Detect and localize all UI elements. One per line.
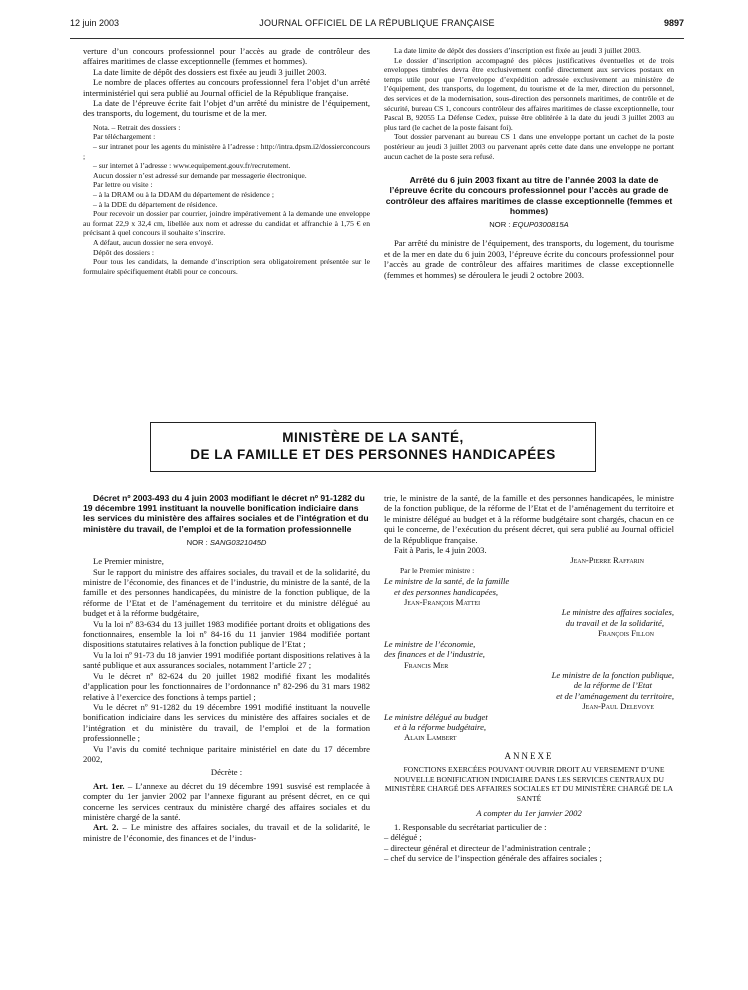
nota-line: Pour tous les candidats, la demande d’inscription sera obligatoirement présentée sur le formulaire spécifiquement établi pour ce concours.	[83, 257, 370, 276]
decret-continuation-column	[384, 493, 674, 864]
nor-code: EQUP0300815A	[512, 219, 569, 229]
journal-title: JOURNAL OFFICIEL DE LA RÉPUBLIQUE FRANÇAISE	[259, 18, 495, 28]
paragraph: Sur le rapport du ministre des affaires sociales, du travail et de la solidarité, du ministre de l’économie, des finances et de l’industrie, du ministre de la santé, de la famille et des personnes handicapées, du ministre de la fonction publique, de la réforme de l’Etat et de l’aménagement du territoire et du ministre délégué au budget et à la réforme budgétaire,	[83, 566, 370, 619]
header-date: 12 juin 2003	[70, 18, 120, 28]
paragraph: Le Premier ministre,	[93, 556, 164, 567]
nota-line: Nota. – Retrait des dossiers :	[93, 122, 181, 132]
nota-line: Aucun dossier n’est adressé sur demande par messagerie électronique.	[93, 170, 307, 180]
arrete-body: Par arrêté du ministre de l’équipement, des transports, du logement, du tourisme et de la mer en date du 6 juin 2003, l’épreuve écrite du concours professionnel pour l’accès au grade de contrôleur des affaires maritimes de classe exceptionnelle (femmes et hommes) se déroulera le jeudi 2 octobre 2003.	[384, 238, 674, 280]
annexe-title: FONCTIONS EXERCÉES POUVANT OUVRIR DROIT AU VERSEMENT D’UNE NOUVELLE BONIFICATION INDICIAIRE DANS LES SERVICES CENTRAUX DU MINISTÈRE CHARGÉ DES AFFAIRES SOCIALES ET DU MINISTÈRE CHARGÉ DE LA SANTÉ	[384, 765, 674, 803]
minister-title: et de l’aménagement du territoire,	[556, 690, 674, 701]
decret-nor	[83, 538, 370, 548]
signature: Alain Lambert	[404, 732, 457, 743]
signature: Jean-Paul Delevoye	[582, 701, 654, 712]
page-number: 9897	[663, 18, 684, 28]
ministry-line-1: MINISTÈRE DE LA SANTÉ,	[282, 430, 464, 445]
decrete-label: Décrète :	[210, 767, 243, 778]
list-item: 1. Responsable du secrétariat particulier de :	[394, 821, 547, 832]
nota-line: – sur internet à l’adresse : www.equipement.gouv.fr/recrutement.	[93, 161, 291, 171]
paragraph: Vu la loi nº 91-73 du 18 janvier 1991 modifiée portant dispositions relatives à la santé publique et aux assurances sociales, notamment l’article 27 ;	[83, 649, 370, 671]
paragraph: La date de l’épreuve écrite fait l’objet d’un arrêté du ministre de l’équipement, des transports, du logement, du tourisme et de la mer.	[83, 98, 370, 119]
paragraph: Le nombre de places offertes au concours professionnel fera l’objet d’un arrêté interministériel qui sera publié au Journal officiel de la République française.	[83, 77, 370, 98]
nota-line: Pour recevoir un dossier par courrier, joindre impérativement à la demande une enveloppe au format 22,9 x 32,4 cm, libellée aux nom et adresse du candidat et affranchie à 1,75 € en précisant à quel concours il souhaite s’inscrire.	[83, 209, 370, 238]
minister-title: de la réforme de l’Etat	[573, 680, 652, 691]
signatures	[384, 555, 674, 742]
list-item: – directeur général et directeur de l’administration centrale ;	[384, 842, 591, 853]
arrete-nor	[384, 220, 674, 230]
minister-title: Le ministre de la fonction publique,	[551, 669, 674, 680]
par-premier-ministre: Par le Premier ministre :	[400, 565, 475, 575]
paragraph: Vu la loi nº 83-634 du 13 juillet 1983 modifiée portant droits et obligations des fonctionnaires, ensemble la loi nº 84-16 du 11 janvier 1984 modifiée portant dispositions statutaires relatives à la fonction publique de l’Etat ;	[83, 618, 370, 650]
article-2-text: – Le ministre des affaires sociales, du travail et de la solidarité, le ministre de l’économie, des finances et de l’indus-	[83, 822, 371, 843]
article-2-label: Art. 2.	[93, 822, 119, 833]
signature-pm: Jean-Pierre Raffarin	[570, 555, 644, 566]
page-header	[70, 18, 684, 32]
paragraph: verture d’un concours professionnel pour l’accès au grade de contrôleur des affaires maritimes de classe exceptionnelle (femmes et hommes).	[83, 46, 370, 67]
list-item: – délégué ;	[384, 832, 422, 843]
nota-line: Par téléchargement :	[93, 132, 156, 142]
signature: Francis Mer	[404, 659, 449, 670]
paragraph: Tout dossier parvenant au bureau CS 1 dans une enveloppe portant un cachet de la poste postérieur au jeudi 3 juillet 2003 ou parvenant après cette date dans une enveloppe ne portant aucun cachet de la poste sera refusé.	[384, 132, 674, 161]
paragraph: Le dossier d’inscription accompagné des pièces justificatives éventuelles et de trois enveloppes timbrées devra être exclusivement confié directement aux services postaux en temps utile pour que l’enveloppe d’expédition adressée exclusivement au ministère de l’équipement, des transports, du logement, du tourisme et de la mer, direction du personnel, des services et de la modernisation, sous-direction des personnels maritimes, de contrôle et de sécurité, bureau CS 1, concours contrôleur des affaires maritimes de classe exceptionnelle, tour Pascal B, 92055 La Défense Cedex, puisse être oblitérée à la date du jeudi 3 juillet 2003 au plus tard (le cachet de la poste faisant foi).	[384, 55, 674, 132]
article-1-text: – L’annexe au décret du 19 décembre 1991 susvisé est remplacée à compter du 1er janvier 2002 par l’annexe figurant au présent décret, en ce qui concerne les services centraux du ministère chargé des affaires sociales et du ministère chargé de la santé.	[83, 780, 370, 822]
nor-code: SANG0321045D	[209, 537, 267, 547]
header-rule	[70, 38, 684, 39]
decret-column	[83, 493, 370, 843]
left-top-column	[83, 46, 370, 276]
paragraph: Vu le décret nº 82-624 du 20 juillet 1982 modifié fixant les modalités d’application pour les fonctionnaires de l’ordonnance nº 82-296 du 31 mars 1982 relative à l’exercice des fonctions à temps partiel ;	[83, 670, 370, 702]
paragraph: Vu le décret nº 91-1282 du 19 décembre 1991 modifié instituant la nouvelle bonification indiciaire dans les services du ministère des affaires sociales et de l’intégration et du ministère du travail, de l’emploi et de la formation professionnelle ;	[83, 701, 370, 744]
paragraph: La date limite de dépôt des dossiers d’inscription est fixée au jeudi 3 juillet 2003.	[394, 46, 641, 55]
minister-title: des finances et de l’industrie,	[384, 649, 485, 660]
arrete-title: Arrêté du 6 juin 2003 fixant au titre de l’année 2003 la date de l’épreuve écrite du concours professionnel pour l’accès au grade de contrôleur des affaires maritimes de classe exceptionnelle (femmes et hommes)	[385, 175, 673, 216]
ministry-heading-box	[150, 422, 596, 472]
ministry-line-2: DE LA FAMILLE ET DES PERSONNES HANDICAPÉES	[190, 447, 556, 462]
minister-title: Le ministre des affaires sociales,	[561, 607, 674, 618]
minister-title: du travail et de la solidarité,	[565, 617, 664, 628]
list-item: – chef du service de l’inspection générale des affaires sociales ;	[384, 853, 602, 864]
minister-title: Le ministre de la santé, de la famille	[384, 576, 510, 587]
fait-line: Fait à Paris, le 4 juin 2003.	[394, 545, 487, 556]
article-1	[83, 781, 370, 823]
nor-label: NOR :	[489, 219, 511, 229]
nor-label: NOR :	[186, 537, 208, 547]
signature: Jean-François Mattei	[404, 597, 481, 608]
deadline-block	[384, 46, 674, 161]
nota-block	[83, 123, 370, 277]
article-2	[83, 822, 370, 843]
paragraph: Vu l’avis du comité technique paritaire ministériel en date du 17 décembre 2002,	[83, 743, 370, 764]
minister-title: et des personnes handicapées,	[394, 586, 499, 597]
nota-line: – sur intranet pour les agents du ministère à l’adresse : http://intra.dpsm.i2/dossierconcours ;	[83, 142, 370, 161]
article-1-label: Art. 1er.	[93, 780, 125, 791]
nota-line: A défaut, aucun dossier ne sera envoyé.	[93, 237, 214, 247]
minister-title: Le ministre délégué au budget	[384, 711, 488, 722]
paragraph: trie, le ministre de la santé, de la famille et des personnes handicapées, le ministre de la fonction publique, de la réforme de l’Etat et de l’aménagement du territoire et le ministre délégué au budget et à la réforme budgétaire sont chargés, chacun en ce qui le concerne, de l’exécution du présent décret, qui sera publié au Journal officiel de la République française.	[384, 493, 674, 545]
minister-title: Le ministre de l’économie,	[384, 638, 476, 649]
right-top-column	[384, 46, 674, 280]
decret-title: Décret nº 2003-493 du 4 juin 2003 modifiant le décret nº 91-1282 du 19 décembre 1991 instituant la nouvelle bonification indiciaire dans les services du ministère des affaires sociales et de l’intégration et du ministère du travail, de l’emploi et de la formation professionnelle	[83, 493, 369, 534]
annexe-heading: ANNEXE	[504, 750, 554, 761]
nota-line: – à la DRAM ou à la DDAM du département de résidence ;	[93, 190, 274, 199]
nota-line: Par lettre ou visite :	[93, 180, 153, 190]
paragraph: La date limite de dépôt des dossiers est fixée au jeudi 3 juillet 2003.	[93, 66, 327, 77]
annexe-date: A compter du 1er janvier 2002	[476, 807, 582, 818]
nota-line: Dépôt des dossiers :	[93, 247, 154, 257]
minister-title: et à la réforme budgétaire,	[394, 721, 487, 732]
nota-line: – à la DDE du département de résidence.	[93, 199, 218, 209]
signature: François Fillon	[597, 628, 654, 639]
